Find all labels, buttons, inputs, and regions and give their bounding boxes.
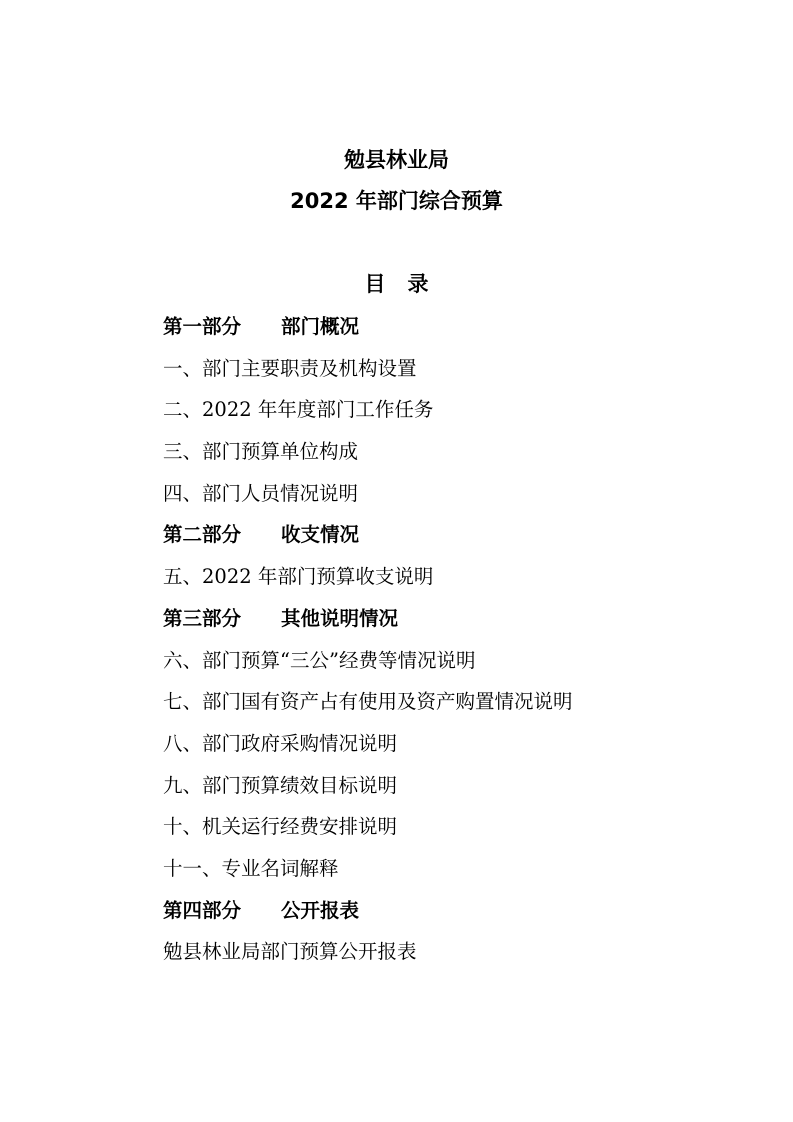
part-number: 第四部分 — [163, 898, 242, 922]
part-title: 公开报表 — [281, 898, 360, 922]
toc-item-2: 二、2022 年年度部门工作任务 — [163, 398, 434, 422]
toc-item-3: 三、部门预算单位构成 — [163, 440, 359, 464]
table-of-contents — [163, 313, 723, 980]
part-number: 第二部分 — [163, 523, 242, 547]
toc-part-3 — [163, 605, 723, 647]
toc-item-12: 勉县林业局部门预算公开报表 — [163, 940, 417, 964]
part-number: 第三部分 — [163, 606, 242, 630]
toc-item-8: 八、部门政府采购情况说明 — [163, 731, 398, 755]
toc-item-10: 十、机关运行经费安排说明 — [163, 815, 398, 839]
part-title: 其他说明情况 — [281, 606, 399, 630]
part-title: 部门概况 — [281, 315, 360, 338]
toc-item-5: 五、2022 年部门预算收支说明 — [163, 565, 434, 589]
toc-item-7: 七、部门国有资产占有使用及资产购置情况说明 — [163, 690, 573, 714]
toc-item-11: 十一、专业名词解释 — [163, 856, 339, 880]
document-title-org: 勉县林业局 — [344, 148, 449, 172]
toc-item-9: 九、部门预算绩效目标说明 — [163, 773, 398, 797]
toc-part-1 — [163, 313, 723, 355]
toc-item-4: 四、部门人员情况说明 — [163, 481, 359, 505]
part-title: 收支情况 — [281, 523, 360, 547]
toc-heading-char-2: 录 — [407, 272, 429, 296]
toc-part-4 — [163, 897, 723, 939]
toc-part-2 — [163, 521, 723, 563]
toc-item-6: 六、部门预算“三公”经费等情况说明 — [163, 648, 476, 672]
part-number: 第一部分 — [163, 315, 242, 338]
document-title-budget: 2022 年部门综合预算 — [290, 189, 503, 213]
toc-item-1: 一、部门主要职责及机构设置 — [163, 356, 417, 380]
toc-heading-char-1: 目 — [364, 272, 386, 296]
toc-heading — [0, 270, 793, 298]
